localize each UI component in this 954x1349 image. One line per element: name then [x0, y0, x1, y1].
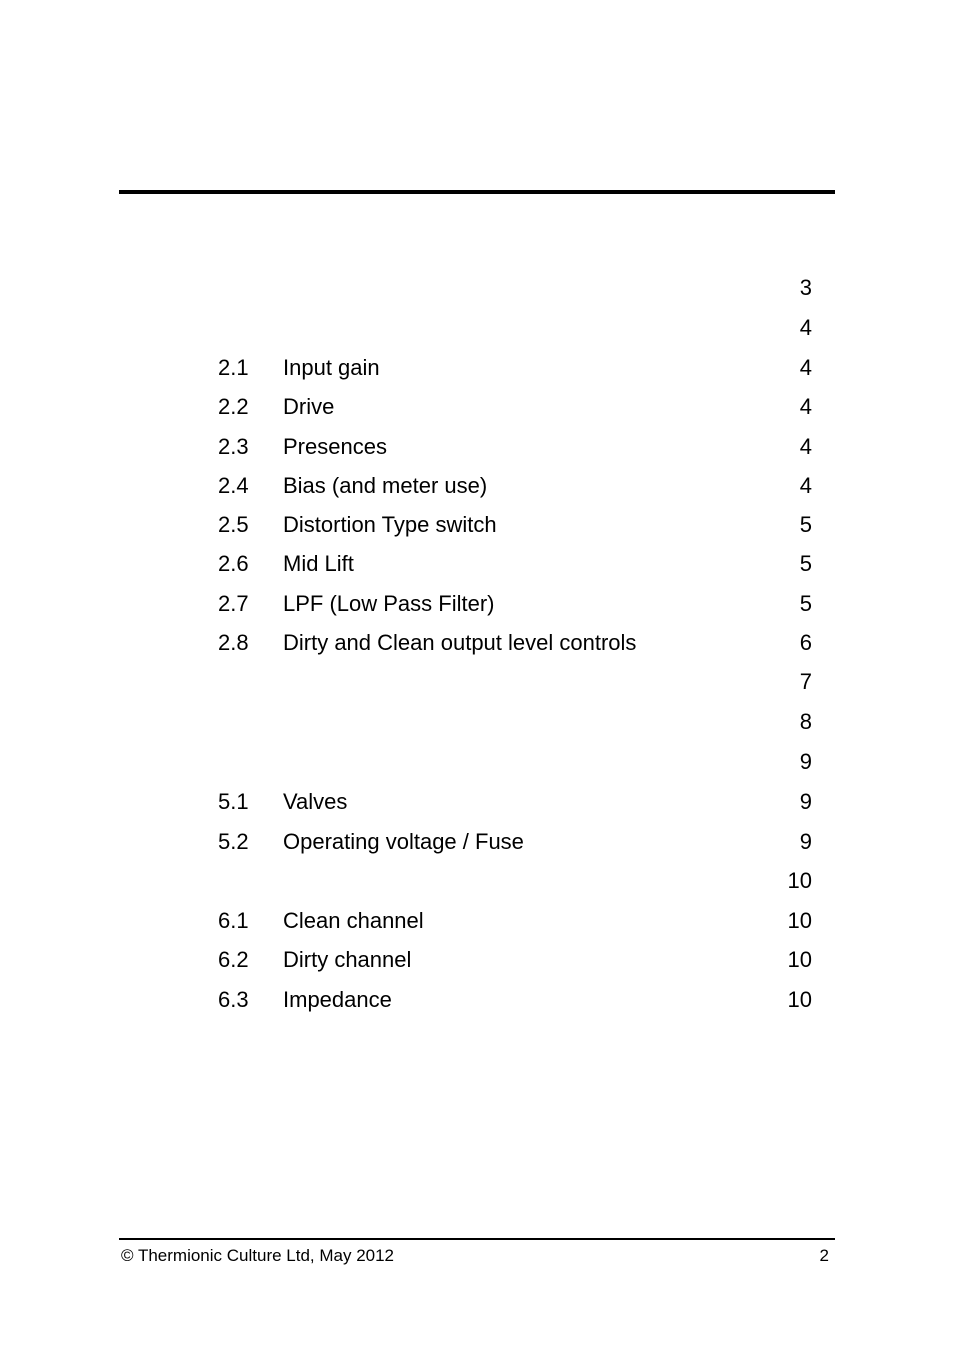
toc-entry[interactable] [0, 583, 954, 622]
toc-entry[interactable] [0, 347, 954, 386]
toc-entry-title: Presences [283, 433, 387, 459]
toc-entry-number: 2.4 [218, 472, 249, 498]
toc-entry-title: Impedance [283, 986, 392, 1012]
toc-entry-page: 5 [799, 512, 812, 538]
toc-entry-page: 9 [799, 789, 812, 815]
toc-entry[interactable] [0, 426, 954, 465]
toc-entry-page: 4 [799, 394, 812, 420]
toc-entry-page: 5 [799, 551, 812, 577]
toc-entry-title: Valves [283, 789, 348, 815]
toc-entry-number: 6.2 [218, 947, 249, 973]
footer-page-number: 2 [819, 1246, 829, 1265]
toc-entry-title: Dirty channel [283, 947, 412, 973]
toc-entry-page: 4 [799, 355, 812, 380]
toc-entry-title: Operating voltage / Fuse [283, 828, 524, 854]
toc-entry-number: 6.1 [218, 907, 249, 933]
toc-entry-title: Clean channel [283, 907, 424, 933]
toc-entry-number: 2.5 [218, 512, 249, 538]
toc-entry-page: 10 [787, 907, 812, 933]
toc-entry-page: 7 [799, 669, 812, 695]
toc-entry-page: 4 [799, 472, 812, 498]
toc-entry-number: 2.1 [218, 355, 249, 380]
toc-entry-number: 5.2 [218, 828, 249, 854]
copyright-icon: © [121, 1246, 134, 1265]
toc-entry[interactable] [0, 900, 954, 939]
toc-entry[interactable] [0, 821, 954, 860]
footer-copyright [121, 1246, 394, 1266]
toc-entry[interactable] [0, 781, 954, 820]
toc-entry[interactable] [0, 543, 954, 582]
toc-entry[interactable] [0, 267, 954, 307]
toc-entry-title: Dirty and Clean output level controls [283, 630, 637, 656]
toc-entry[interactable] [0, 622, 954, 661]
toc-entry-title: Drive [283, 394, 335, 420]
toc-entry-page: 10 [787, 986, 812, 1012]
toc-entry[interactable] [0, 701, 954, 741]
toc-entry-title: Bias (and meter use) [283, 472, 488, 498]
toc-entry-number: 6.3 [218, 986, 249, 1012]
toc-entry-number: 2.7 [218, 590, 249, 616]
toc-entry-page: 6 [799, 630, 812, 656]
toc-entry[interactable] [0, 741, 954, 781]
header-rule [119, 190, 835, 194]
toc-entry[interactable] [0, 860, 954, 900]
toc-entry[interactable] [0, 465, 954, 504]
toc-entry-page: 10 [787, 867, 812, 893]
toc-entry[interactable] [0, 386, 954, 425]
toc-entry-page: 3 [799, 275, 812, 300]
toc-entry-page: 4 [799, 433, 812, 459]
footer-rule [119, 1238, 835, 1240]
toc-entry[interactable] [0, 979, 954, 1018]
toc-entry[interactable] [0, 661, 954, 701]
toc-entry-page: 9 [799, 749, 812, 775]
toc-entry[interactable] [0, 307, 954, 347]
toc-entry[interactable] [0, 939, 954, 978]
toc-entry-number: 2.2 [218, 394, 249, 420]
toc-entry-title: LPF (Low Pass Filter) [283, 590, 495, 616]
toc-entry-title: Mid Lift [283, 551, 354, 577]
toc-entry-page: 4 [799, 315, 812, 340]
table-of-contents [0, 267, 954, 1018]
toc-entry-title: Input gain [283, 355, 380, 380]
toc-entry-page: 8 [799, 709, 812, 735]
toc-entry[interactable] [0, 504, 954, 543]
toc-entry-number: 2.3 [218, 433, 249, 459]
toc-entry-page: 5 [799, 590, 812, 616]
toc-entry-number: 2.8 [218, 630, 249, 656]
toc-entry-page: 10 [787, 947, 812, 973]
toc-entry-number: 2.6 [218, 551, 249, 577]
toc-entry-title: Distortion Type switch [283, 512, 497, 538]
toc-entry-number: 5.1 [218, 789, 249, 815]
footer-text: Thermionic Culture Ltd, May 2012 [137, 1246, 395, 1265]
toc-entry-page: 9 [799, 828, 812, 854]
